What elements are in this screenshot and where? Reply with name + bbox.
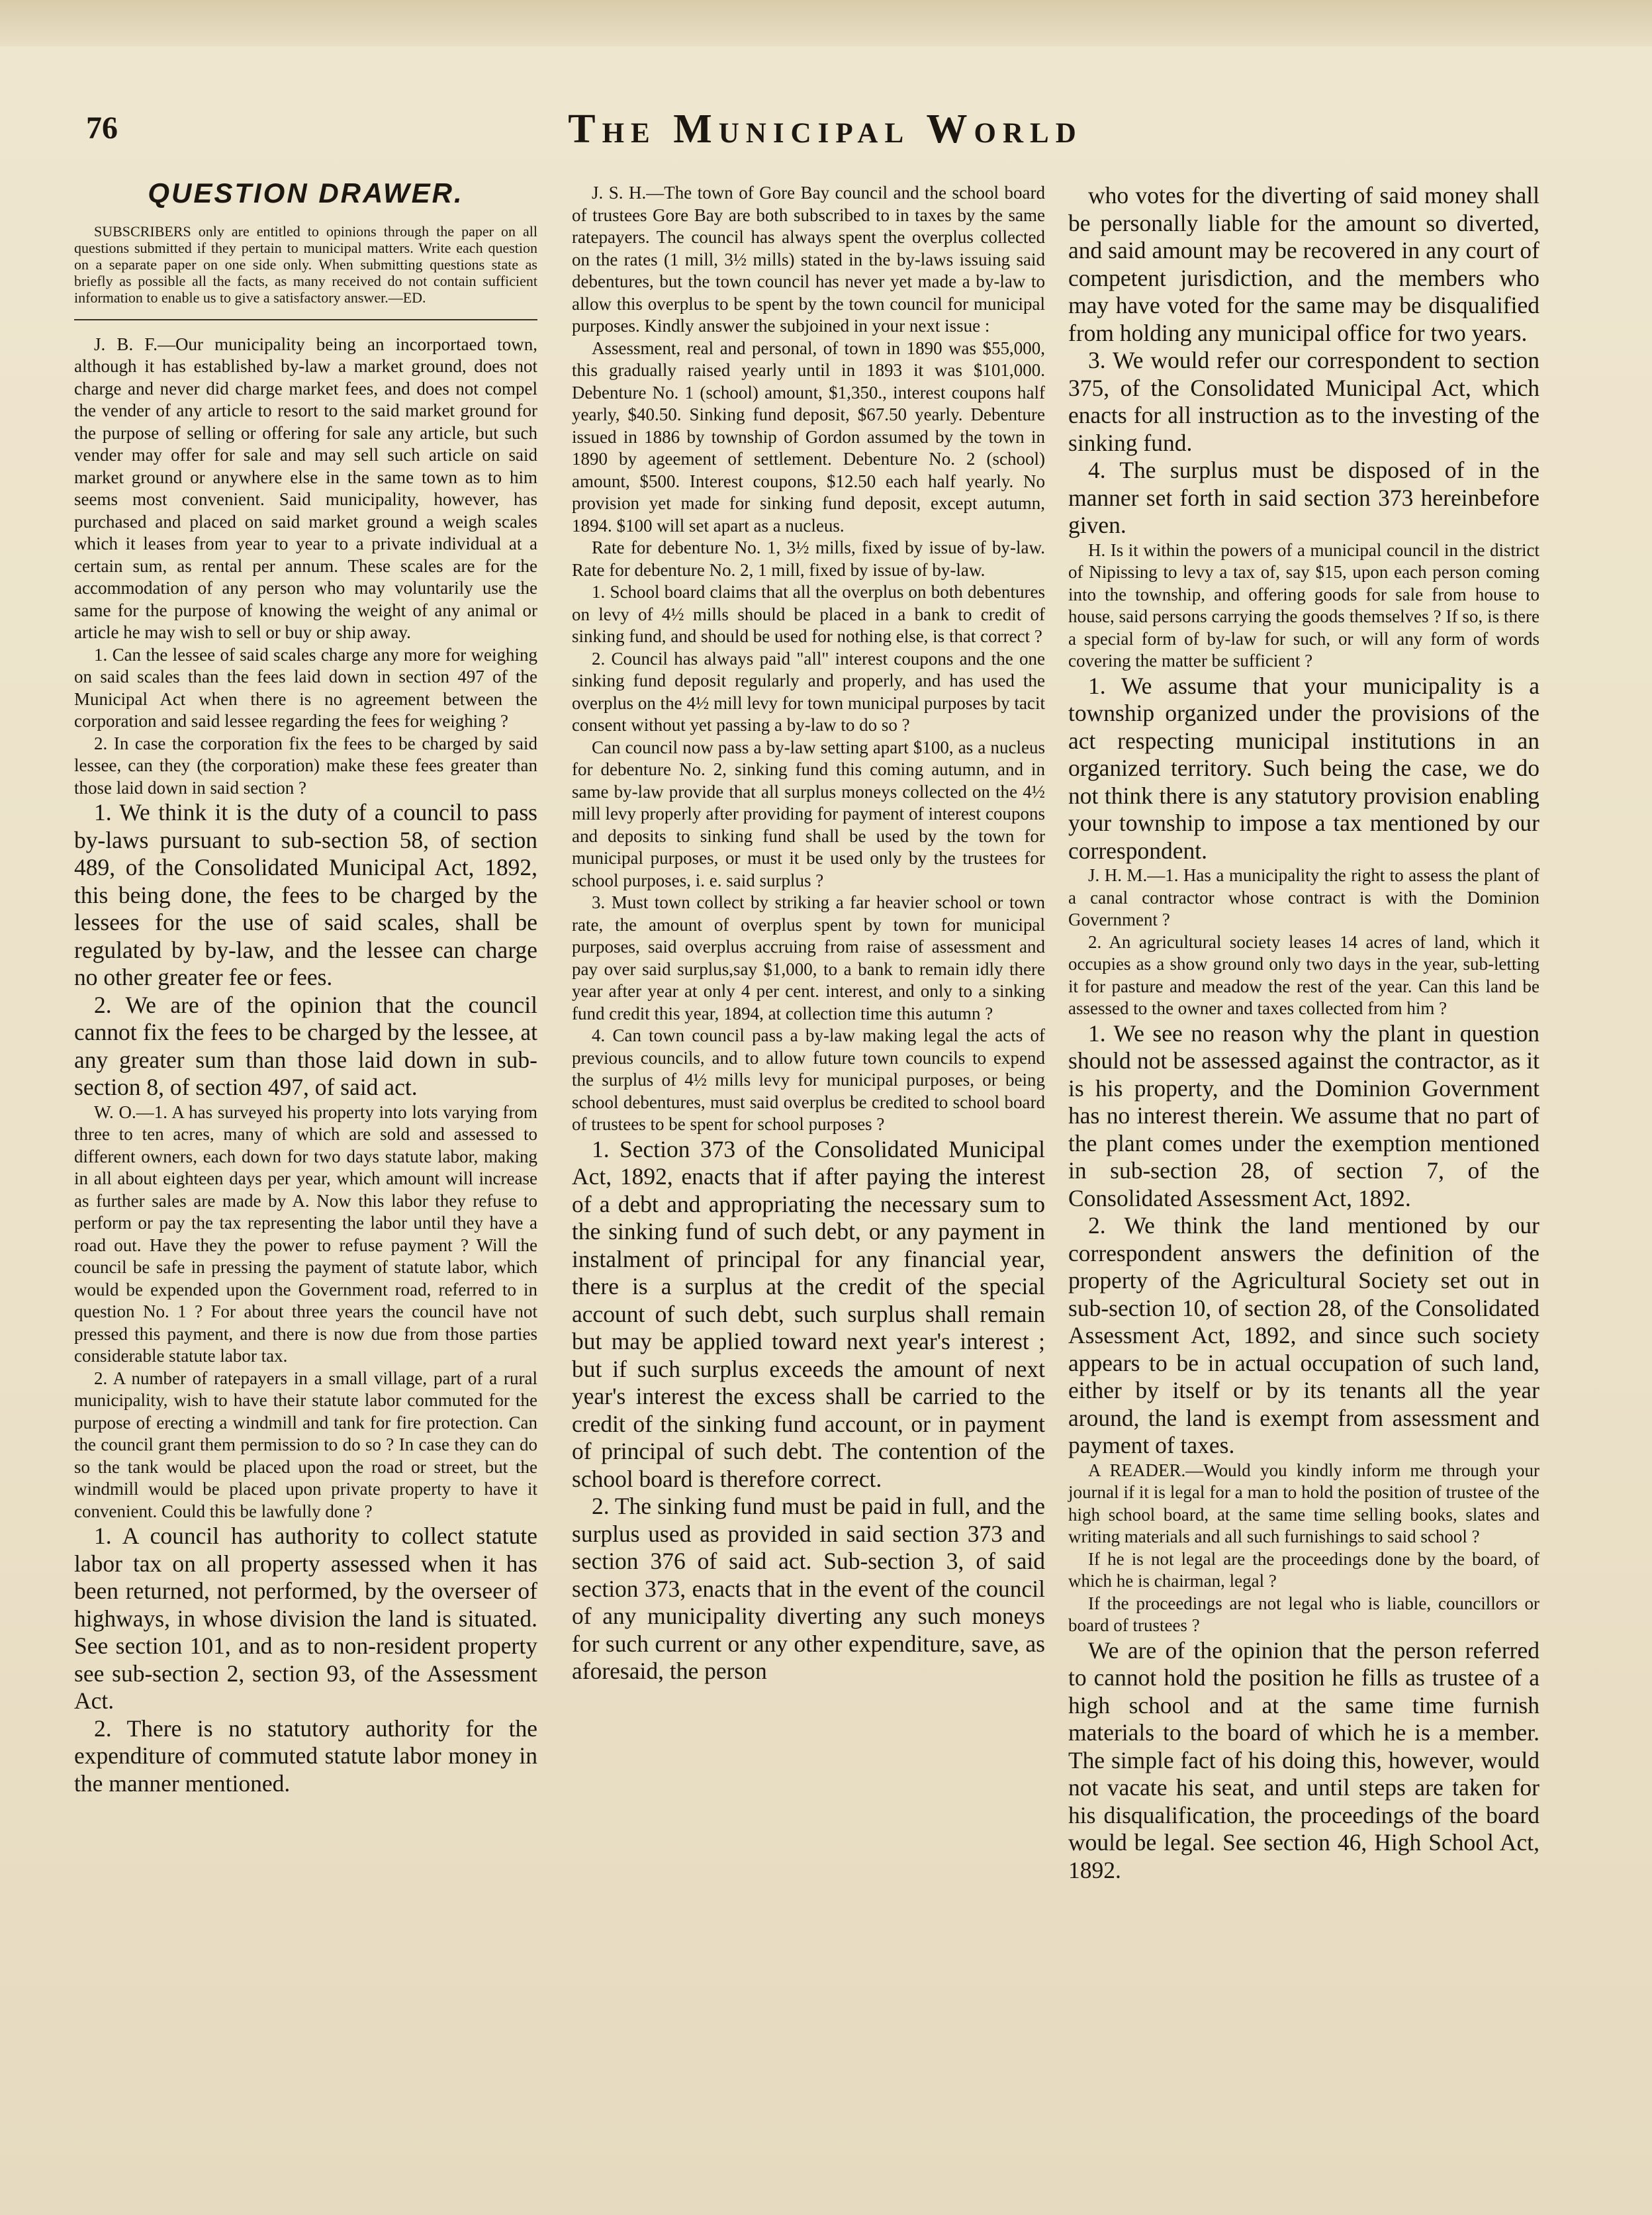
answer-paragraph: We are of the opinion that the person referred to cannot hold the position he fills as trustee of a high school and at the same time furnish materials to the board of which he is a member. The simple fact of his doing this, however, would not vacate his seat, and until steps are taken for his disqualification, the proceedings of the board would be legal. See section 46, High School Act, 1892. [1068,1636,1539,1883]
question-paragraph: J. H. M.—1. Has a municipality the right to assess the plant of a canal contractor whose contract is with the Dominion Government ? [1068,865,1539,929]
question-paragraph: If he is not legal are the proceedings done by the board, of which he is chairman, legal ? [1068,1548,1539,1591]
answer-paragraph: 2. There is no statutory authority for the expenditure of commuted statute labor money in the manner mentioned. [74,1715,537,1797]
column-1-text [74,334,537,1798]
question-paragraph: 1. School board claims that all the overplus on both debentures on levy of 4½ mills should be placed in a bank to credit of sinking fund, and should be used for nothing else, is that correct ? [572,582,1045,646]
page-top-edge [0,0,1652,46]
answer-paragraph: 3. We would refer our correspondent to section 375, of the Consolidated Municipal Act, which enacts for all instruction as to the investing of the sinking fund. [1068,347,1539,456]
answer-paragraph: 1. We see no reason why the plant in question should not be assessed against the contractor, as it is his property, and the Dominion Government has no interest therein. We assume that no part of the plant comes under the exemption mentioned in sub-section 28, of section 7, of the Consolidated Assessment Act, 1892. [1068,1019,1539,1211]
column-3 [1068,182,1539,1884]
column-3-text [1068,182,1539,1884]
answer-paragraph: 2. We are of the opinion that the council cannot fix the fees to be charged by the lessee, at any greater sum than those laid down in sub-section 8, of section 497, of said act. [74,991,537,1100]
question-paragraph: J. S. H.—The town of Gore Bay council and the school board of trustees Gore Bay are both subscribed to in taxes by the same ratepayers. The council has always spent the overplus collected on the rates (1 mill, 3½ mills) stated in the by-laws issuing said debentures, but the town council has never yet made a by-law to allow this overplus to be spent by the town council for municipal purposes. Kindly answer the subjoined in your next issue : [572,183,1045,336]
section-rule [74,319,537,320]
question-paragraph: H. Is it within the powers of a municipal council in the district of Nipissing to levy a tax of, say $15, upon each person coming into the township, and offering goods for sale from house to house, said persons carrying the goods themselves ? If so, is there a special form of by-law for such, or will any form of words covering the matter be sufficient ? [1068,540,1539,671]
question-paragraph: 1. Can the lessee of said scales charge any more for weighing on said scales than the fees laid down in section 497 of the Municipal Act when there is no agreement between the corporation and said lessee regarding the fees for weighing ? [74,644,537,731]
column-2 [572,182,1045,1685]
question-paragraph: 2. An agricultural society leases 14 acres of land, which it occupies as a show ground only two days in the year, sub-letting it for pasture and meadow the rest of the year. Can this land be assessed to the owner and taxes collected from him ? [1068,931,1539,1018]
question-paragraph: J. B. F.—Our municipality being an incorportaed town, although it has established by-law a market ground, does not charge and never did charge market fees, and does not compel the vender of any article to resort to the said market ground for the purpose of selling or offering for sale any article, but such vender may offer for sale and may sell such article on said market ground or anywhere else in the same town as to him seems most convenient. Said municipality, however, has purchased and placed on said market ground a weigh scales which it leases from year to year to a private individual at a certain sum, as rental per annum. These scales are for the accommodation of any person who may voluntarily use the same for the purpose of knowing the weight of any animal or article he may wish to sell or buy or ship away. [74,334,537,642]
question-paragraph: If the proceedings are not legal who is liable, councillors or board of trustees ? [1068,1593,1539,1635]
answer-paragraph: 1. Section 373 of the Consolidated Municipal Act, 1892, enacts that if after paying the interest of a debt and appropriating the necessary sum to the sinking fund of such debt, or any payment in instalment of principal for any financial year, there is a surplus at the credit of the special account of such debt, such surplus shall remain but may be applied toward next year's interest ; but if such surplus exceeds the amount of next year's interest the excess shall be carried to the credit of the sinking fund account, or in payment of principal of such debt. The contention of the school board is therefore correct. [572,1135,1045,1492]
question-paragraph: 3. Must town collect by striking a far heavier school or town rate, the amount of overplus spent by town for municipal purposes, said overplus accruing from raise of assessment and pay over said surplus,say $1,000, to a bank to remain idly there year after year at only 4 per cent. interest, and only to a sinking fund credit this year, 1894, at collection time this autumn ? [572,892,1045,1023]
question-paragraph: 4. Can town council pass a by-law making legal the acts of previous councils, and to allow future town councils to expend the surplus of 4½ mills levy for municipal purposes, or being school debentures, must said overplus be credited to school board of trustees to be spent for school purposes ? [572,1025,1045,1134]
journal-title: The Municipal World [568,107,1083,152]
question-paragraph: Rate for debenture No. 1, 3½ mills, fixed by issue of by-law. Rate for debenture No. 2, 1 mill, fixed by issue of by-law. [572,538,1045,580]
answer-paragraph: 2. The sinking fund must be paid in full, and the surplus used as provided in said section 373 and section 376 of said act. Sub-section 3, of said section 373, enacts that in the event of the council of any municipality diverting any such moneys for such current or any other expenditure, save, as aforesaid, the person [572,1493,1045,1684]
answer-paragraph: who votes for the diverting of said money shall be personally liable for the amount so diverted, and said amount may be recovered in any court of competent jurisdiction, and the members who may have voted for the same may be disqualified from holding any municipal office for two years. [1068,182,1539,346]
page-number: 76 [86,111,118,146]
question-paragraph: Assessment, real and personal, of town in 1890 was $55,000, this gradually raised yearly until in 1893 it was $101,000. Debenture No. 1 (school) amount, $1,350., interest coupons half yearly, $40.50. Sinking fund deposit, $67.50 yearly. Debenture issued in 1886 by township of Gordon assumed by the town in 1890 by ageement of settlement. Debenture No. 2 (school) amount, $500. Interest coupons, $12.50 each half yearly. No provision yet made for sinking fund deposit, except autumn, 1894. $100 will set apart as a nucleus. [572,338,1045,536]
question-paragraph: 2. Council has always paid "all" interest coupons and the one sinking fund deposit regularly and properly, and has used the overplus on the 4½ mill levy for town municipal purposes by tacit consent without yet passing a by-law to do so ? [572,648,1045,735]
section-title: QUESTION DRAWER. [148,177,464,209]
question-paragraph: W. O.—1. A has surveyed his property into lots varying from three to ten acres, many of which are sold and assessed to different owners, each down for two days statute labor, making in all about eighteen days per year, which amount will increase as further sales are made by A. Now this labor they refuse to perform or pay the tax representing the labor until they have a road out. Have they the power to refuse payment ? Will the council be safe in pressing the payment of statute labor, which would be expended upon the Government road, referred to in question No. 1 ? For about three years the council have not pressed this payment, and there is now due from those parties considerable statute labor tax. [74,1102,537,1366]
question-paragraph: 2. In case the corporation fix the fees to be charged by said lessee, can they (the corporation) make these fees greater than those laid down in said section ? [74,733,537,798]
answer-paragraph: 1. A council has authority to collect statute labor tax on all property assessed when it has been returned, not performed, by the overseer of highways, in whose division the land is situated. See section 101, and as to non-resident property see sub-section 2, section 93, of the Assessment Act. [74,1523,537,1714]
question-paragraph: 2. A number of ratepayers in a small village, part of a rural municipality, wish to have their statute labor commuted for the purpose of erecting a windmill and tank for fire protection. Can the council grant them permission to do so ? In case they can do so the tank would be placed upon the road or street, but the windmill would be placed upon private property to have it convenient. Could this be lawfully done ? [74,1368,537,1521]
question-paragraph: A READER.—Would you kindly inform me through your journal if it is legal for a man to hold the position of trustee of the high school board, at the same time selling books, slates and writing materials and all such furnishings to said school ? [1068,1460,1539,1546]
answer-paragraph: 4. The surplus must be disposed of in the manner set forth in said section 373 hereinbefore given. [1068,457,1539,538]
answer-paragraph: 1. We think it is the duty of a council to pass by-laws pursuant to sub-section 58, of section 489, of the Consolidated Municipal Act, 1892, this being done, the fees to be charged by the lessees for the use of said scales, shall be regulated by by-law, and the lessee can charge no other greater fee or fees. [74,799,537,990]
question-paragraph: Can council now pass a by-law setting apart $100, as a nucleus for debenture No. 2, sinking fund this coming autumn, and in same by-law provide that all surplus moneys collected on the 4½ mill levy properly after providing for payment of interest coupons and deposits to sinking fund shall be used by the town for municipal purposes, or must it be used only by the trustees for school purposes, i. e. said surplus ? [572,737,1045,890]
answer-paragraph: 2. We think the land mentioned by our correspondent answers the definition of the property of the Agricultural Society set out in sub-section 10, of section 28, of the Consolidated Assessment Act, 1892, and since such society appears to be in actual occupation of such land, either by itself or by its tenants all the year around, the land is exempt from assessment and payment of taxes. [1068,1212,1539,1458]
column-2-text [572,182,1045,1685]
page-header [74,106,1577,159]
answer-paragraph: 1. We assume that your municipality is a township organized under the provisions of the act respecting municipal institutions in an organized territory. Such being the case, we do not think there is any statutory provision enabling your township to impose a tax mentioned by our correspondent. [1068,672,1539,864]
column-1 [74,177,537,1797]
subscriber-notice: SUBSCRIBERS only are entitled to opinions through the paper on all questions submitted if they pertain to municipal matters. Write each question on a separate paper on one side only. When submitting questions state as briefly as possible all the facts, as many received do not contain sufficient information to enable us to give a satisfactory answer.—ED. [74,222,537,306]
